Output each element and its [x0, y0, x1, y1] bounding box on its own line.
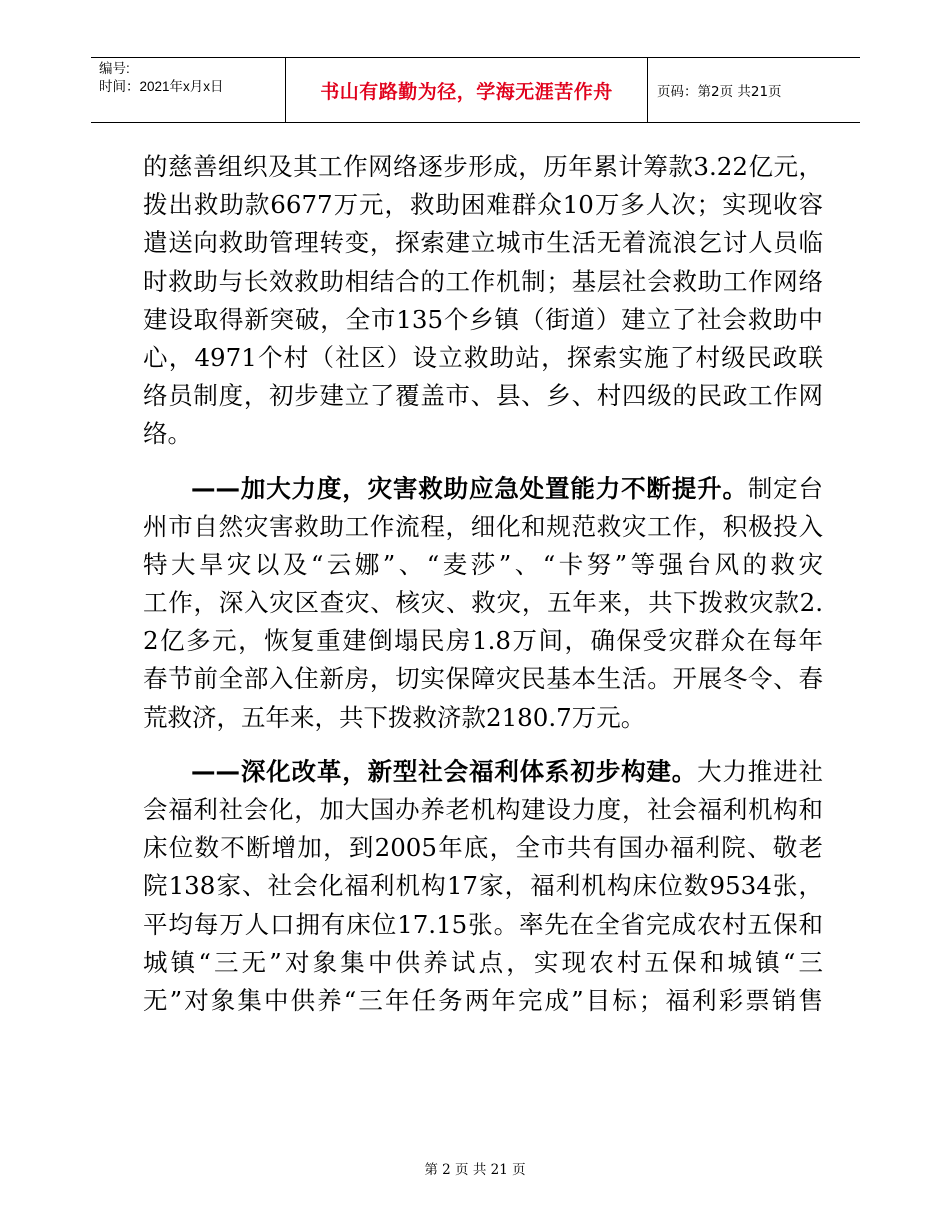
- text-line: 州市自然灾害救助工作流程，细化和规范救灾工作，积极投入: [143, 511, 823, 541]
- text-line: 拨出救助款6677万元，救助困难群众10万多人次；实现收容: [143, 190, 823, 220]
- section-heading: ——深化改革，新型社会福利体系初步构建。: [191, 756, 698, 786]
- text-line: 荒救济，五年来，共下拨救济款2180.7万元。: [143, 702, 646, 732]
- paragraph-relief-network: [143, 148, 823, 454]
- document-time-label: 时间：2021年x月x日: [99, 79, 224, 94]
- lead-text: 大力推进社: [697, 756, 824, 786]
- document-number-label: 编号:: [99, 61, 130, 76]
- text-line: 络。: [143, 419, 192, 449]
- header-meta: [99, 60, 224, 96]
- text-line: 无”对象集中供养“三年任务两年完成”目标；福利彩票销售: [143, 985, 823, 1015]
- text-line: 遣送向救助管理转变，探索建立城市生活无着流浪乞讨人员临: [143, 228, 823, 258]
- header-motto: 书山有路勤为径，学海无涯苦作舟: [320, 80, 613, 103]
- paragraph-lead-line: [143, 753, 823, 791]
- text-line: 床位数不断增加，到2005年底，全市共有国办福利院、敬老: [143, 833, 823, 863]
- header-divider-right: [647, 58, 648, 122]
- text-line: 春节前全部入住新房，切实保障灾民基本生活。开展冬令、春: [143, 664, 823, 694]
- section-heading: ——加大力度，灾害救助应急处置能力不断提升。: [191, 473, 748, 503]
- document-body: [143, 148, 823, 1020]
- text-line: 院138家、社会化福利机构17家，福利机构床位数9534张，: [143, 871, 823, 901]
- paragraph-disaster-relief: [143, 470, 823, 737]
- text-line: 络员制度，初步建立了覆盖市、县、乡、村四级的民政工作网: [143, 381, 823, 411]
- paragraph-social-welfare: [143, 753, 823, 1020]
- paragraph-lead-line: [143, 470, 823, 508]
- text-line: 2亿多元，恢复重建倒塌民房1.8万间，确保受灾群众在每年: [143, 626, 823, 656]
- text-line: 特大旱灾以及“云娜”、“麦莎”、“卡努”等强台风的救灾: [143, 549, 823, 579]
- text-line: 城镇“三无”对象集中供养试点，实现农村五保和城镇“三: [143, 947, 823, 977]
- text-line: 平均每万人口拥有床位17.15张。率先在全省完成农村五保和: [143, 909, 823, 939]
- header-page-info: 页码：第2页 共21页: [657, 84, 782, 100]
- page-footer: 第 2 页 共 21 页: [424, 1162, 526, 1178]
- page-header: [91, 57, 860, 123]
- text-line: 心，4971个村（社区）设立救助站，探索实施了村级民政联: [143, 342, 823, 372]
- text-line: 会福利社会化，加大国办养老机构建设力度，社会福利机构和: [143, 795, 823, 824]
- text-line: 的慈善组织及其工作网络逐步形成，历年累计筹款3.22亿元，: [143, 152, 823, 181]
- text-line: 时救助与长效救助相结合的工作机制；基层社会救助工作网络: [143, 266, 823, 296]
- text-line: 建设取得新突破，全市135个乡镇（街道）建立了社会救助中: [143, 304, 823, 334]
- text-line: 工作，深入灾区查灾、核灾、救灾，五年来，共下拨救灾款2.: [143, 588, 823, 618]
- lead-text: 制定台: [747, 473, 824, 503]
